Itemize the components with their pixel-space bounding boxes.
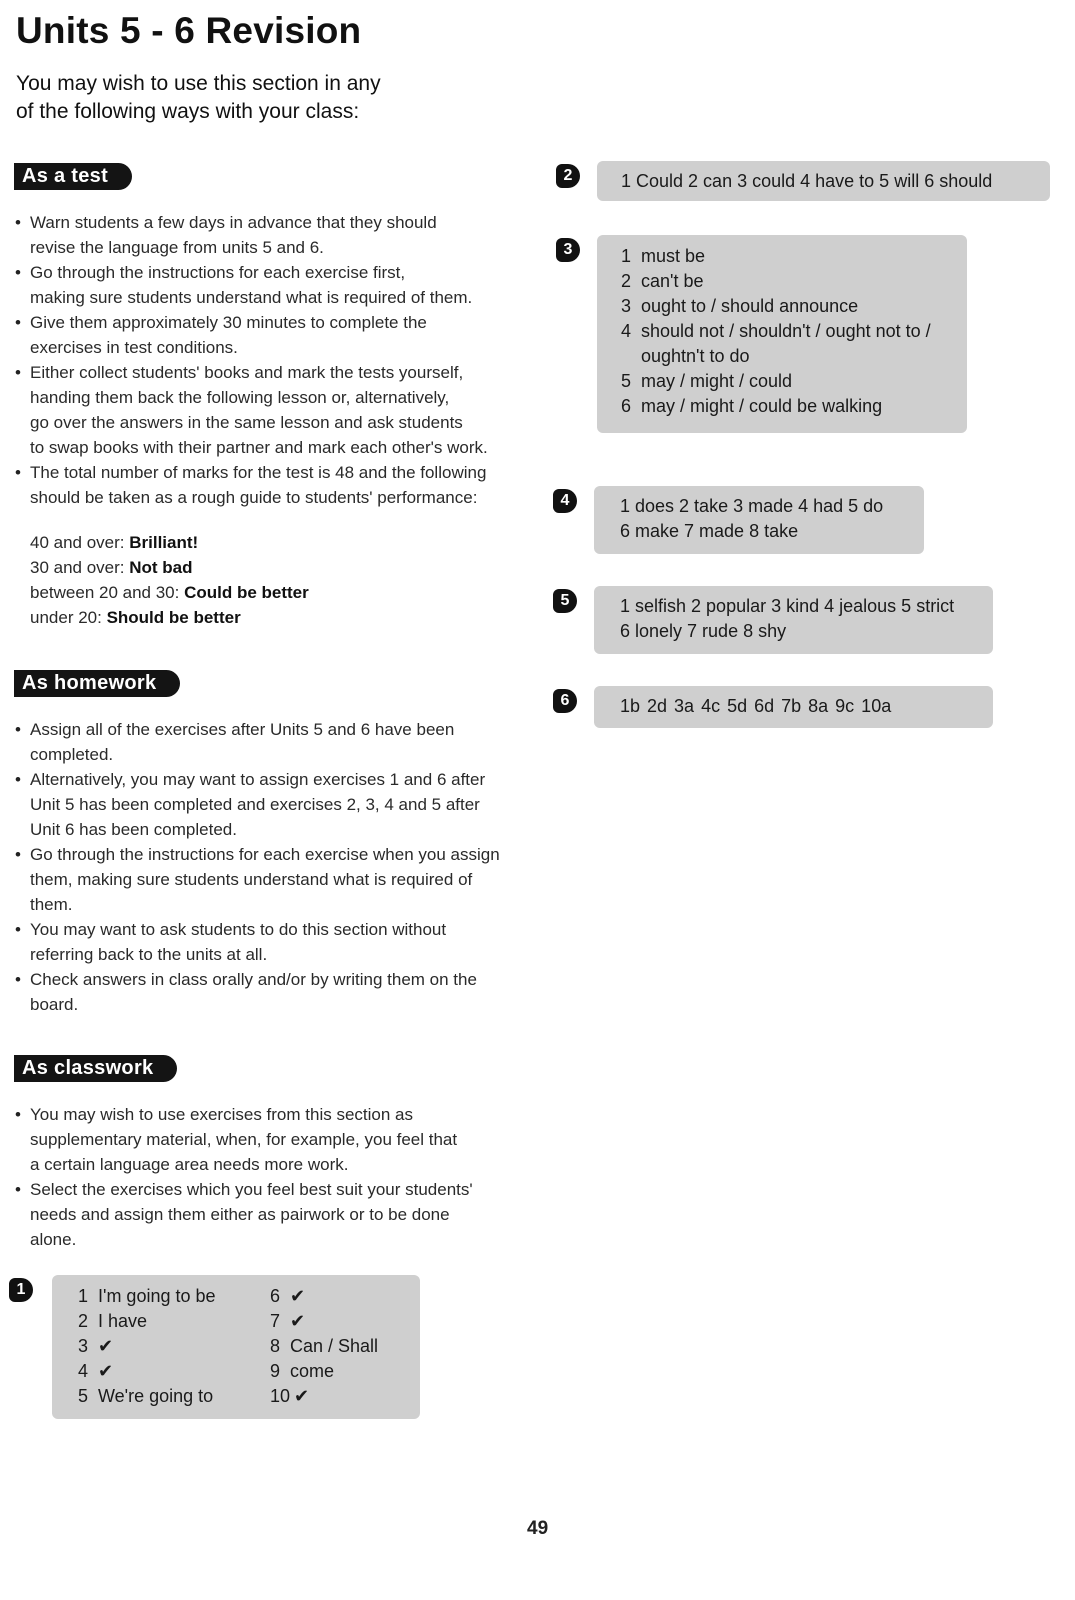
answer-box-exercise-5 xyxy=(594,586,993,654)
item-number: 5 xyxy=(621,371,632,391)
answer-box-exercise-6 xyxy=(594,686,993,728)
answer-lines xyxy=(620,494,883,544)
item-number: 3 xyxy=(78,1336,89,1356)
answer-line: 1 selfish 2 popular 3 kind 4 jealous 5 strict xyxy=(620,596,955,616)
bullet-line: referring back to the units at all. xyxy=(30,945,268,964)
answer-row xyxy=(270,1309,378,1334)
exercise-number-badge: 5 xyxy=(553,589,577,613)
answer-lines xyxy=(621,244,931,419)
section-label-as-homework: As homework xyxy=(14,670,180,697)
item-number: 1 xyxy=(621,246,632,266)
list-item xyxy=(14,210,529,260)
checkmark-icon: ✔ xyxy=(98,1336,114,1356)
bullet-line: a certain language area needs more work. xyxy=(30,1155,349,1174)
score-grade: Could be better xyxy=(184,583,309,602)
bullet-line: needs and assign them either as pairwork or to be done xyxy=(30,1205,450,1224)
page-title: Units 5 - 6 Revision xyxy=(16,10,362,51)
intro-line: of the following ways with your class: xyxy=(16,100,360,123)
bullet-line: board. xyxy=(30,995,79,1014)
item-number: 10 xyxy=(270,1386,291,1406)
section-label-as-a-test: As a test xyxy=(14,163,132,190)
answer-row xyxy=(621,319,931,344)
bullet-line: handing them back the following lesson or, alternatively, xyxy=(30,388,450,407)
list-item xyxy=(14,1177,529,1252)
answer-row xyxy=(270,1334,378,1359)
answer-row xyxy=(270,1384,378,1409)
item-number: 6 xyxy=(270,1286,281,1306)
answer-row xyxy=(621,369,931,394)
score-guide xyxy=(30,530,309,630)
score-range: between 20 and 30: xyxy=(30,583,185,602)
bullet-line: • Select the exercises which you feel best suit your students' xyxy=(30,1180,473,1199)
answer-row xyxy=(78,1284,216,1309)
item-answer: Can / Shall xyxy=(290,1336,379,1356)
bullet-line: them. xyxy=(30,895,73,914)
item-answer: I'm going to be xyxy=(98,1286,216,1306)
answer-row xyxy=(621,269,931,294)
bullet-line: • You may wish to use exercises from this section as xyxy=(30,1105,413,1124)
answer-column-right xyxy=(270,1284,378,1409)
answer-box-exercise-2 xyxy=(597,161,1050,201)
answer-row xyxy=(78,1334,216,1359)
list-item xyxy=(14,842,529,917)
score-range: 40 and over: xyxy=(30,533,130,552)
bullet-line: • Warn students a few days in advance that they should xyxy=(30,213,437,232)
homework-bullet-list xyxy=(14,717,529,1017)
list-item xyxy=(14,917,529,967)
answer-row xyxy=(621,244,931,269)
section-label-as-classwork: As classwork xyxy=(14,1055,177,1082)
item-answer: come xyxy=(290,1361,335,1381)
item-answer: ought to / should announce xyxy=(641,296,859,316)
score-row xyxy=(30,580,309,605)
checkmark-icon: ✔ xyxy=(294,1386,310,1406)
item-answer: oughtn't to do xyxy=(641,346,750,366)
answer-box-exercise-4 xyxy=(594,486,924,554)
list-item xyxy=(14,310,529,360)
item-number: 3 xyxy=(621,296,632,316)
answer-column-left xyxy=(78,1284,216,1409)
answer-line: 6 make 7 made 8 take xyxy=(620,521,799,541)
list-item xyxy=(14,460,529,510)
item-number: 6 xyxy=(621,396,632,416)
item-answer: may / might / could xyxy=(641,371,793,391)
item-number: 2 xyxy=(621,271,632,291)
answer-line: 1 does 2 take 3 made 4 had 5 do xyxy=(620,496,884,516)
test-bullet-list xyxy=(14,210,529,510)
bullet-line: to swap books with their partner and mark each other's work. xyxy=(30,438,488,457)
classwork-bullet-list xyxy=(14,1102,529,1252)
bullet-line: go over the answers in the same lesson and ask students xyxy=(30,413,463,432)
bullet-line: making sure students understand what is required of them. xyxy=(30,288,473,307)
item-answer: can't be xyxy=(641,271,704,291)
score-range: 30 and over: xyxy=(30,558,130,577)
bullet-line: • Alternatively, you may want to assign exercises 1 and 6 after xyxy=(30,770,486,789)
answer-row xyxy=(78,1359,216,1384)
bullet-line: completed. xyxy=(30,745,114,764)
checkmark-icon: ✔ xyxy=(290,1286,306,1306)
bullet-line: them, making sure students understand what is required of xyxy=(30,870,473,889)
intro-text xyxy=(16,70,456,126)
item-number: 4 xyxy=(621,321,632,341)
exercise-number-badge: 6 xyxy=(553,689,577,713)
page-number: 49 xyxy=(527,1518,549,1539)
exercise-number-badge: 2 xyxy=(556,164,580,188)
intro-line: You may wish to use this section in any xyxy=(16,72,381,95)
bullet-line: • Either collect students' books and mark the tests yourself, xyxy=(30,363,464,382)
answer-row xyxy=(270,1359,378,1384)
item-answer: may / might / could be walking xyxy=(641,396,883,416)
list-item xyxy=(14,967,529,1017)
answer-line: 1 Could 2 can 3 could 4 have to 5 will 6 should xyxy=(621,171,993,191)
bullet-line: • Assign all of the exercises after Units 5 and 6 have been xyxy=(30,720,455,739)
list-item xyxy=(14,260,529,310)
answer-row xyxy=(621,344,931,369)
bullet-line: • Go through the instructions for each exercise first, xyxy=(30,263,406,282)
answer-row xyxy=(270,1284,378,1309)
item-number: 7 xyxy=(270,1311,281,1331)
list-item xyxy=(14,717,529,767)
bullet-line: should be taken as a rough guide to students' performance: xyxy=(30,488,478,507)
answer-line: 6 lonely 7 rude 8 shy xyxy=(620,621,787,641)
bullet-line: • Go through the instructions for each exercise when you assign xyxy=(30,845,500,864)
item-answer: I have xyxy=(98,1311,148,1331)
answer-lines xyxy=(620,594,954,644)
score-row xyxy=(30,555,309,580)
item-number: 2 xyxy=(78,1311,89,1331)
bullet-line: supplementary material, when, for example, you feel that xyxy=(30,1130,458,1149)
item-number: 5 xyxy=(78,1386,89,1406)
score-row xyxy=(30,530,309,555)
score-range: under 20: xyxy=(30,608,107,627)
score-grade: Brilliant! xyxy=(129,533,199,552)
list-item xyxy=(14,360,529,460)
score-grade: Not bad xyxy=(129,558,193,577)
answer-row xyxy=(621,394,931,419)
bullet-line: • The total number of marks for the test is 48 and the following xyxy=(30,463,487,482)
exercise-number-badge: 3 xyxy=(556,238,580,262)
bullet-line: Unit 6 has been completed. xyxy=(30,820,237,839)
list-item xyxy=(14,767,529,842)
bullet-line: • You may want to ask students to do this section without xyxy=(30,920,447,939)
bullet-line: • Check answers in class orally and/or by writing them on the xyxy=(30,970,477,989)
answer-box-exercise-3 xyxy=(597,235,967,433)
list-item xyxy=(14,1102,529,1177)
bullet-line: • Give them approximately 30 minutes to complete the xyxy=(30,313,427,332)
checkmark-icon: ✔ xyxy=(98,1361,114,1381)
bullet-line: alone. xyxy=(30,1230,77,1249)
item-number: 9 xyxy=(270,1361,281,1381)
bullet-line: revise the language from units 5 and 6. xyxy=(30,238,324,257)
bullet-line: Unit 5 has been completed and exercises 2, 3, 4 and 5 after xyxy=(30,795,480,814)
item-number: 8 xyxy=(270,1336,281,1356)
bullet-line: exercises in test conditions. xyxy=(30,338,238,357)
item-number: 1 xyxy=(78,1286,89,1306)
item-number: 4 xyxy=(78,1361,89,1381)
answer-row xyxy=(78,1384,216,1409)
item-answer: We're going to xyxy=(98,1386,214,1406)
item-answer: should not / shouldn't / ought not to / xyxy=(641,321,931,341)
exercise-number-badge: 4 xyxy=(553,489,577,513)
score-grade: Should be better xyxy=(106,608,241,627)
answer-row xyxy=(78,1309,216,1334)
checkmark-icon: ✔ xyxy=(290,1311,306,1331)
answer-line: 1b 2d 3a 4c 5d 6d 7b 8a 9c 10a xyxy=(620,696,892,716)
score-row xyxy=(30,605,309,630)
item-answer: must be xyxy=(641,246,706,266)
answer-box-exercise-1 xyxy=(52,1275,420,1419)
exercise-number-badge: 1 xyxy=(9,1278,33,1302)
answer-row xyxy=(621,294,931,319)
